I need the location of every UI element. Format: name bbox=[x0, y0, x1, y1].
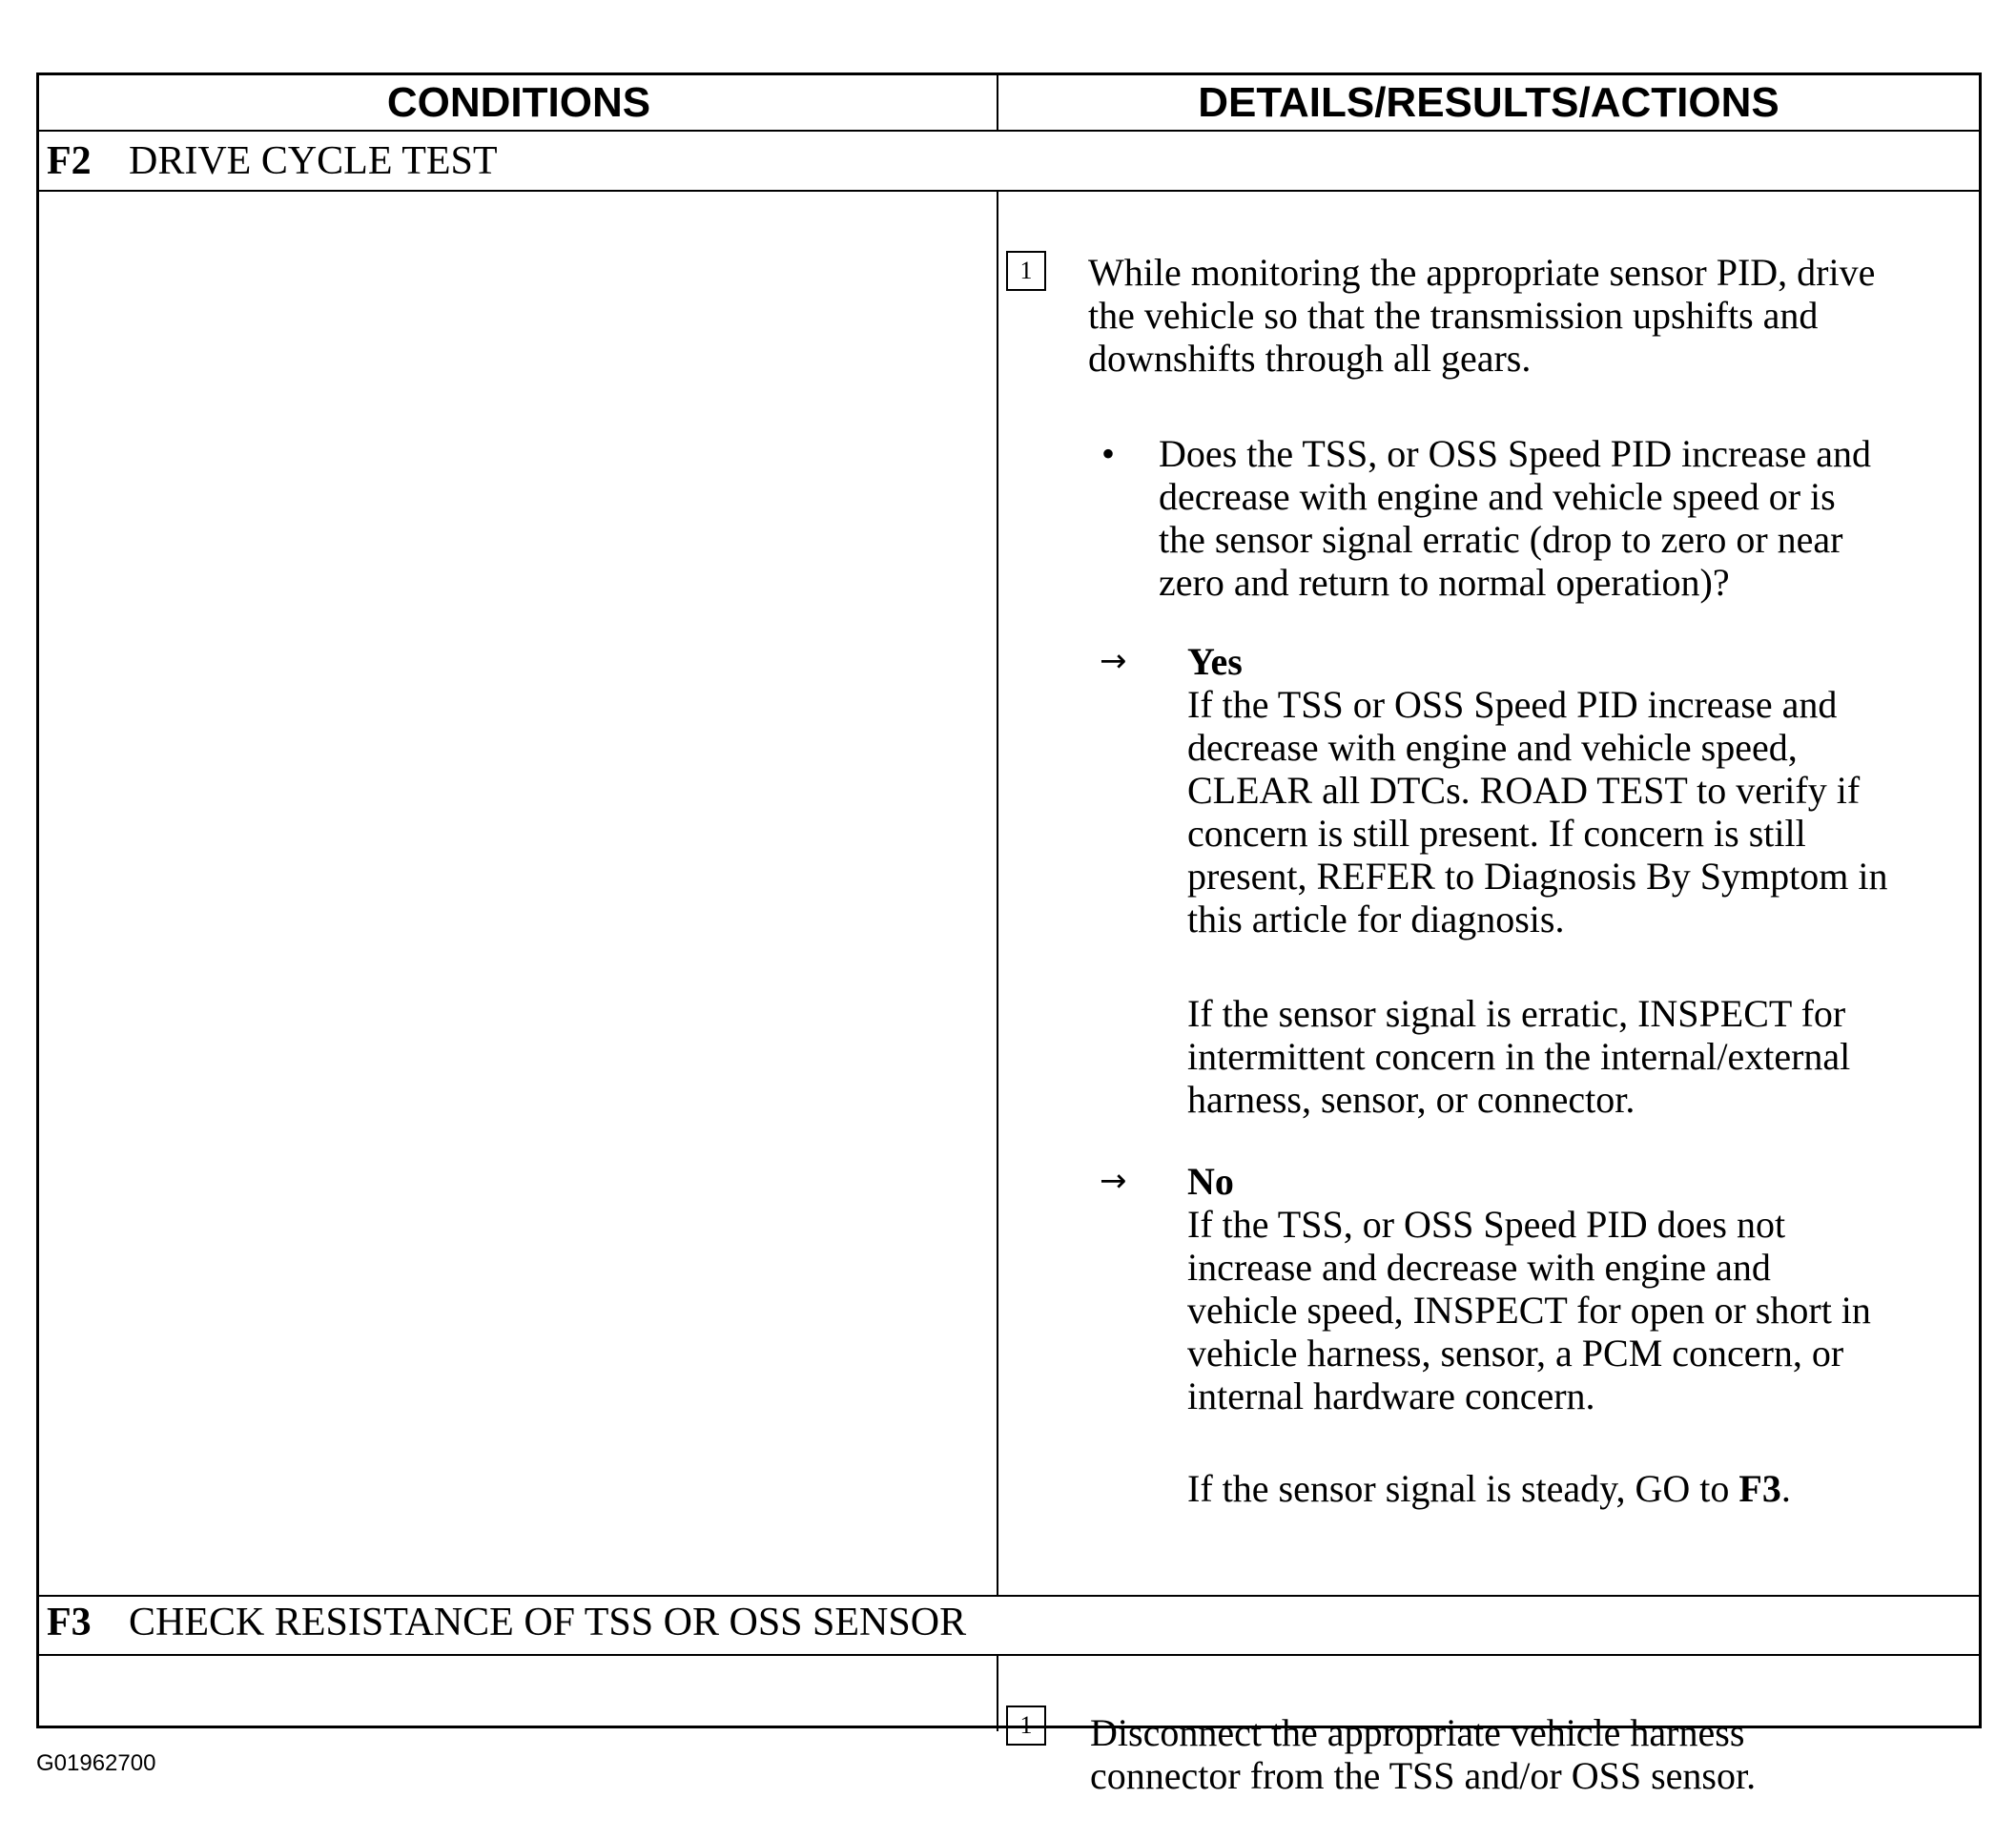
f3-step-number-box: 1 bbox=[1006, 1706, 1046, 1746]
f2-column-divider bbox=[997, 191, 998, 1596]
no-text-2 bbox=[1187, 1467, 1979, 1510]
f3-top-rule bbox=[39, 1595, 1979, 1597]
f2-section-title bbox=[47, 138, 498, 184]
f2-title: DRIVE CYCLE TEST bbox=[129, 139, 498, 183]
yes-text-2: If the sensor signal is erratic, INSPECT for intermittent concern in the internal/external harness, sensor, or connector. bbox=[1187, 992, 1851, 1121]
yes-text-1: If the TSS or OSS Speed PID increase and decrease with engine and vehicle speed, CLEAR all DTCs. ROAD TEST to verify if concern is still present. If concern is still present, REFER to Diagnosis By Symptom in this article for diagnosis. bbox=[1187, 683, 1888, 941]
f3-instruction: Disconnect the appropriate vehicle harness connector from the TSS and/or OSS sensor. bbox=[1090, 1711, 1757, 1797]
header-column-divider bbox=[997, 75, 998, 131]
f2-instruction: While monitoring the appropriate sensor PID, drive the vehicle so that the transmission upshifts and downshifts through all gears. bbox=[1088, 251, 1876, 380]
f2-step-number-box: 1 bbox=[1006, 251, 1046, 291]
conditions-header: CONDITIONS bbox=[386, 79, 651, 126]
no-arrow-icon: → bbox=[1100, 1162, 1127, 1200]
f2-id: F2 bbox=[47, 139, 92, 183]
header-bottom-rule bbox=[39, 130, 1979, 132]
no-text-2-prefix: If the sensor signal is steady, GO to bbox=[1187, 1467, 1739, 1510]
figure-id: G01962700 bbox=[36, 1750, 156, 1776]
details-header: DETAILS/RESULTS/ACTIONS bbox=[1198, 79, 1779, 126]
f3-title-rule bbox=[39, 1654, 1979, 1656]
f2-question: Does the TSS, or OSS Speed PID increase and decrease with engine and vehicle speed or is the sensor signal erratic (drop to zero or near zero and return to normal operation)? bbox=[1159, 432, 1871, 604]
f2-bullet: • bbox=[1101, 432, 1116, 475]
yes-label: Yes bbox=[1187, 640, 1243, 683]
no-text-1: If the TSS, or OSS Speed PID does not increase and decrease with engine and vehicle speed, INSPECT for open or short in vehicle harness, sensor, a PCM concern, or internal hardware concern. bbox=[1187, 1203, 1871, 1417]
no-label: No bbox=[1187, 1160, 1234, 1203]
yes-arrow-icon: → bbox=[1100, 642, 1127, 680]
f3-title: CHECK RESISTANCE OF TSS OR OSS SENSOR bbox=[129, 1601, 967, 1644]
no-text-2-suffix: . bbox=[1780, 1467, 1791, 1510]
f3-id: F3 bbox=[47, 1601, 92, 1644]
go-to-f3-ref: F3 bbox=[1738, 1467, 1781, 1510]
f3-column-divider bbox=[997, 1655, 998, 1731]
f2-title-rule bbox=[39, 190, 1979, 192]
f3-section-title bbox=[47, 1600, 966, 1645]
